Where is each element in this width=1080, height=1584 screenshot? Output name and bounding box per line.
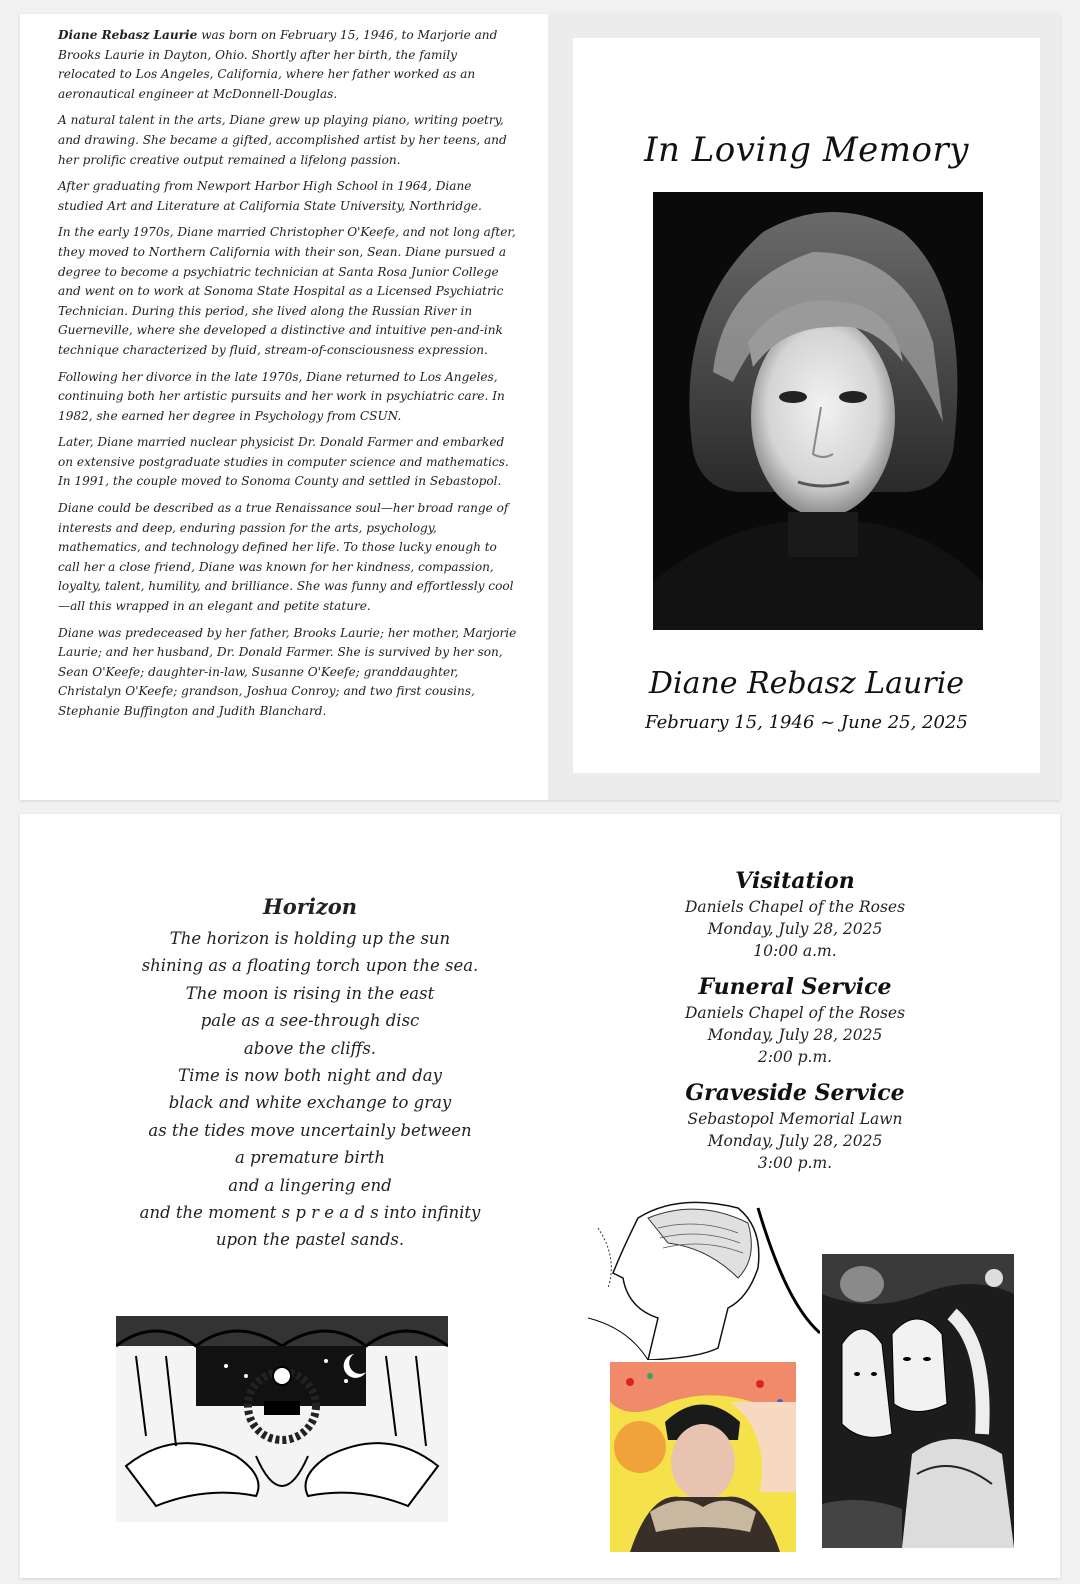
service-date: Monday, July 28, 2025 [707,1026,883,1044]
obituary-text [58,26,518,729]
poem-line: above the cliffs. [243,1038,377,1058]
poem-line: The horizon is holding up the sun [169,929,451,948]
service-title: Visitation [735,868,855,894]
memorial-cover [573,38,1040,773]
poem-line: black and white exchange to gray [168,1093,452,1113]
poem-line: The moon is rising in the east [185,983,435,1003]
program-sheet [20,814,1060,1578]
service-time: 10:00 a.m. [753,942,837,960]
service-title: Funeral Service [698,974,892,1000]
pen-ink-artwork-doves [116,1316,448,1522]
poem [90,894,530,1254]
obituary-paragraph: In the early 1970s, Diane married Christopher O'Keefe, and not long after, they moved to Northern California with their son, Sean. Diane pursued a degree to become a psychiatric technician at Santa Rosa Junior College and went on to work at Sonoma State Hospital as a Licensed Psychiatric Technician. During this period, she lived along the Russian River in Guerneville, where she developed a distinctive and intuitive pen-and-ink technique characterized by fluid, stream-of-consciousness expression. [58,225,516,357]
pen-ink-artwork-profile [588,1198,820,1360]
service-place: Daniels Chapel of the Roses [684,898,906,916]
service-visitation [660,866,930,962]
obituary-paragraph: Diane was predeceased by her father, Brooks Laurie; her mother, Marjorie Laurie; and her husband, Dr. Donald Farmer. She is survived by her son, Sean O'Keefe; daughter-in-law, Susanne O'Keefe; granddaughter, Christalyn O'Keefe; grandson, Joshua Conroy; and two first cousins, Stephanie Buffington and Judith Blanchard. [58,625,517,718]
obituary-paragraph: After graduating from Newport Harbor High School in 1964, Diane studied Art and Literature at California State University, Northridge. [58,179,482,213]
poem-line: pale as a see-through disc [200,1011,420,1031]
obituary-paragraph: A natural talent in the arts, Diane grew up playing piano, writing poetry, and drawing. She became a gifted, accomplished artist by her teens, and her prolific creative output remained a lifelong passion. [58,113,507,167]
poem-line: Time is now both night and day [178,1066,442,1086]
pen-ink-artwork-faces [822,1254,1014,1548]
poem-title: Horizon [262,894,358,919]
life-dates: February 15, 1946 ~ June 25, 2025 [645,712,968,733]
poem-line: and a lingering end [228,1175,392,1195]
service-place: Daniels Chapel of the Roses [684,1004,906,1022]
obituary-paragraph: Diane could be described as a true Renaissance soul—her broad range of interests and deep, enduring passion for the arts, psychology, mathematics, and technology defined her life. To those lucky enough to call her a close friend, Diane was known for her kindness, compassion, loyalty, talent, humility, and brilliance. She was funny and effortlessly cool—all this wrapped in an elegant and petite stature. [58,501,514,614]
recent-color-photo [610,1362,796,1552]
poem-line: and the moment s p r e a d s into infinity [139,1203,481,1223]
poem-line: a premature birth [235,1148,385,1168]
obituary-paragraph: Following her divorce in the late 1970s, Diane returned to Los Angeles, continuing both her artistic pursuits and her work in psychiatric care. In 1982, she earned her degree in Psychology from CSUN. [58,369,505,423]
obituary-sheet [20,14,1060,800]
portrait-photo [653,192,983,630]
obituary-paragraph: Diane Rebasz Laurie was born on February 15, 1946, to Marjorie and Brooks Laurie in Dayton, Ohio. Shortly after her birth, the family relocated to Los Angeles, California, where her father worked as an aeronautical engineer at McDonnell-Douglas. [58,28,498,101]
service-time: 2:00 p.m. [757,1048,833,1066]
service-date: Monday, July 28, 2025 [707,1132,883,1150]
poem-line: as the tides move uncertainly between [148,1120,472,1140]
obituary-paragraph: Later, Diane married nuclear physicist Dr. Donald Farmer and embarked on extensive postgraduate studies in computer science and mathematics. In 1991, the couple moved to Sonoma County and settled in Sebastopol. [58,435,509,489]
obituary-name: Diane Rebasz Laurie [58,28,198,42]
deceased-name: Diane Rebasz Laurie [648,666,965,701]
service-title: Graveside Service [685,1080,905,1106]
service-schedule [660,866,930,1184]
cover-title: In Loving Memory [644,130,969,170]
service-place: Sebastopol Memorial Lawn [687,1110,903,1128]
service-funeral [660,972,930,1068]
service-graveside [660,1078,930,1174]
service-time: 3:00 p.m. [757,1154,833,1172]
service-date: Monday, July 28, 2025 [707,920,883,938]
poem-line: shining as a floating torch upon the sea. [141,956,479,976]
poem-line: upon the pastel sands. [215,1230,405,1250]
